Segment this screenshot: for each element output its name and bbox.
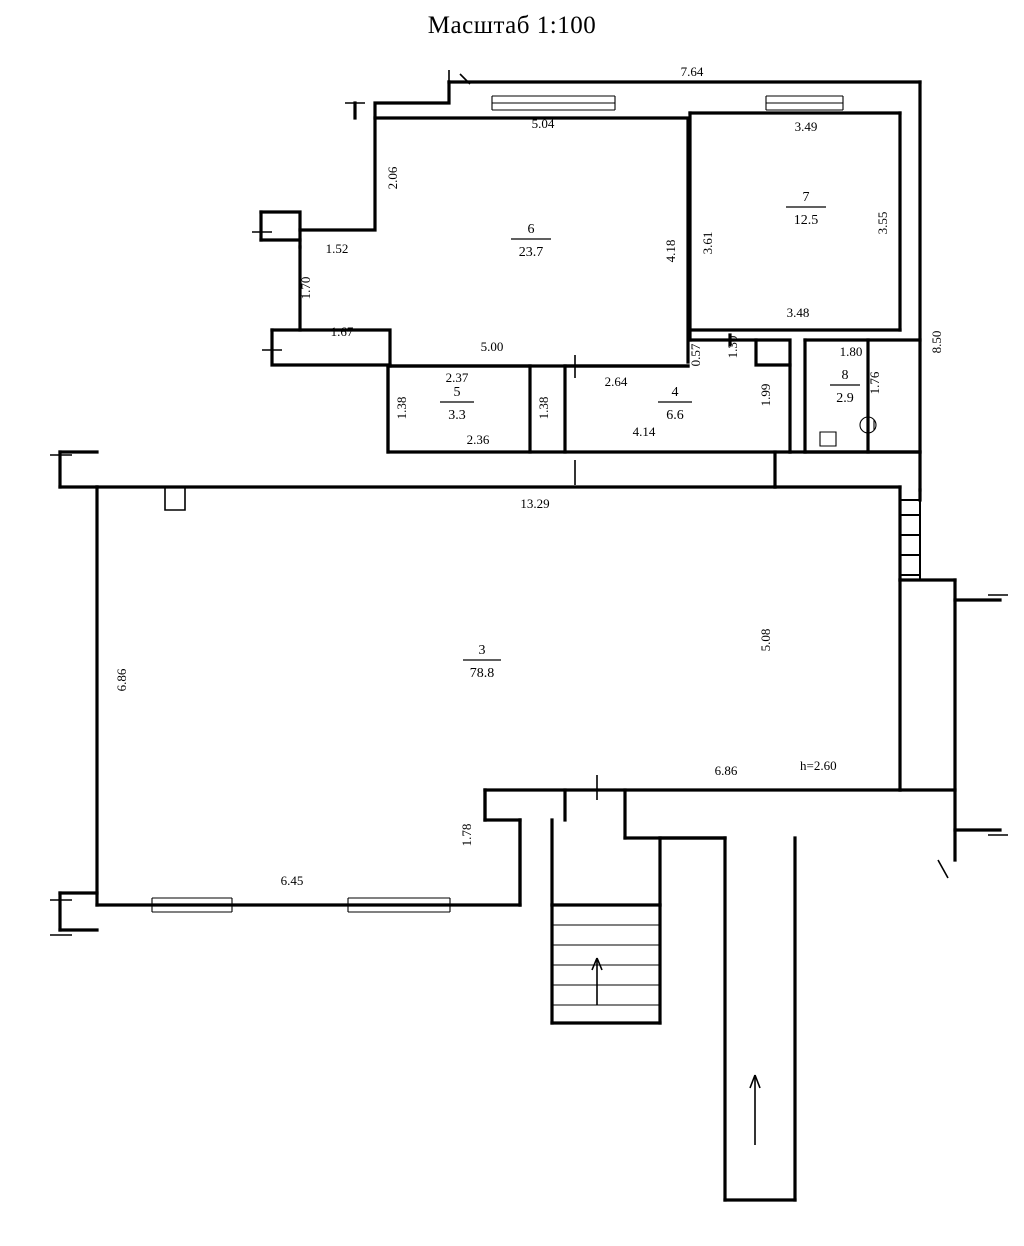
dim-3-55: 3.55 (875, 211, 890, 235)
dim-7-64: 7.64 (680, 64, 704, 79)
dim-2-36: 2.36 (466, 432, 490, 447)
room-8-number: 8 (841, 368, 849, 383)
dim-1-78: 1.78 (459, 823, 474, 847)
dim-4-14: 4.14 (632, 424, 656, 439)
dim-2-37: 2.37 (445, 370, 469, 385)
room-5-area: 3.3 (448, 408, 466, 423)
dim-3-49: 3.49 (794, 119, 818, 134)
room-4-number: 4 (671, 385, 679, 400)
room-4-area: 6.6 (666, 408, 684, 423)
dim-3-61: 3.61 (700, 231, 715, 255)
dim-1-99: 1.99 (758, 383, 773, 407)
room-7-number: 7 (802, 190, 810, 205)
dim-3-48: 3.48 (786, 305, 810, 320)
room-7-area: 12.5 (793, 213, 819, 228)
dim-1-38-b: 1.38 (536, 396, 551, 420)
dim-1-67: 1.67 (330, 324, 354, 339)
ceiling-height-note: h=2.60 (800, 758, 837, 773)
page-title: Масштаб 1:100 (427, 12, 597, 39)
dim-1-30: 1.30 (725, 335, 740, 359)
dim-1-76: 1.76 (867, 371, 882, 395)
dim-1-38-a: 1.38 (394, 396, 409, 420)
dim-6-45: 6.45 (280, 873, 304, 888)
dim-5-04: 5.04 (531, 116, 555, 131)
room-3-area: 78.8 (469, 666, 495, 681)
dim-1-52: 1.52 (325, 241, 349, 256)
dim-1-70: 1.70 (298, 276, 313, 300)
dim-5-08: 5.08 (758, 628, 773, 652)
dim-8-50: 8.50 (929, 330, 944, 354)
dim-4-18: 4.18 (663, 239, 678, 263)
dim-1-80: 1.80 (839, 344, 863, 359)
room-3-number: 3 (478, 643, 486, 658)
room-6-number: 6 (527, 222, 535, 237)
dim-5-00: 5.00 (480, 339, 504, 354)
dim-6-86-bottom: 6.86 (714, 763, 738, 778)
dim-13-29: 13.29 (520, 496, 550, 511)
dim-6-86-left: 6.86 (114, 668, 129, 692)
dim-2-06: 2.06 (385, 166, 400, 190)
room-6-area: 23.7 (518, 245, 544, 260)
room-5-number: 5 (453, 385, 461, 400)
room-8-area: 2.9 (836, 391, 854, 406)
dim-0-57: 0.57 (688, 343, 703, 367)
dimension-labels (114, 64, 944, 888)
dim-2-64: 2.64 (604, 374, 628, 389)
